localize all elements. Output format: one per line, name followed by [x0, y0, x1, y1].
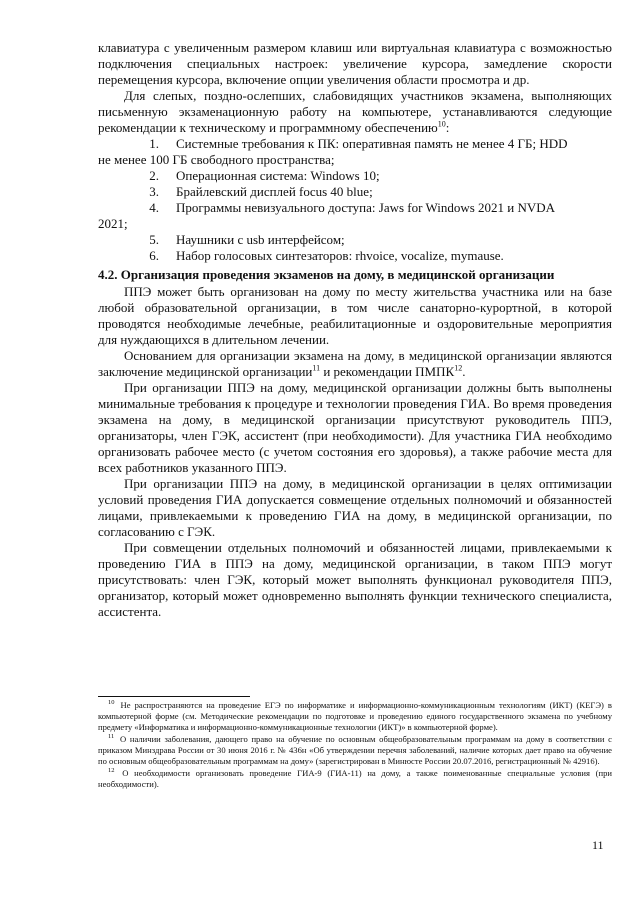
page-number: 11: [592, 838, 604, 852]
list-item-number: 6.: [149, 248, 159, 263]
footnote-ref-12: 12: [454, 363, 463, 373]
list-item-number: 2.: [149, 168, 159, 183]
section-heading: 4.2. Организация проведения экзаменов на дому, в медицинской организации: [98, 267, 555, 282]
list-item-number: 1.: [149, 136, 159, 151]
list-item-continuation: не менее 100 ГБ свободного пространства;: [98, 152, 335, 167]
list-item-text: Системные требования к ПК: оперативная память не менее 4 ГБ; HDD: [176, 136, 568, 151]
list-item: [98, 184, 612, 200]
footnote-mark: 10: [108, 699, 115, 707]
paragraph-blind-text: Для слепых, поздно-ослепших, слабовидящих участников экзамена, выполняющих письменную экзаменационную работу на компьютере, устанавливаются следующие рекомендации к техническому и программному обеспечению: [98, 88, 612, 135]
list-item-number: 5.: [149, 232, 159, 247]
footnote-12: [98, 768, 612, 790]
paragraph-ppe-location: ППЭ может быть организован на дому по месту жительства участника или на базе любой образовательной организации, в том числе санаторно-курортной, в которой проводятся необходимые лечебные, реабилитационные и оздоровительные мероприятия для нуждающихся в длительном лечении.: [98, 284, 612, 347]
list-item: [98, 168, 612, 184]
main-text: [98, 40, 612, 620]
footnote-11: [98, 734, 612, 767]
footnote-ref-11: 11: [312, 363, 321, 373]
paragraph-optimization: При организации ППЭ на дому, в медицинской организации в целях оптимизации условий проведения ГИА допускается совмещение отдельных полномочий и обязанностей лицами, привлекаемыми к проведению ГИА на дому, в медицинской организации, по согласованию с ГЭК.: [98, 476, 612, 539]
list-item-number: 4.: [149, 200, 159, 215]
paragraph-basis-text: Основанием для организации экзамена на дому, в медицинской организации являются заключение медицинской организации: [98, 348, 612, 379]
paragraph-blind-participants: [98, 88, 612, 136]
list-item: [98, 232, 612, 248]
paragraph-blind-end: :: [445, 120, 450, 135]
list-item: [98, 248, 612, 264]
list-item-text: Программы невизуального доступа: Jaws for Windows 2021 и NVDA: [176, 200, 556, 215]
paragraph-basis: [98, 348, 612, 380]
paragraph-combination: При совмещении отдельных полномочий и обязанностей лицами, привлекаемыми к проведению ГИА в ППЭ на дому, медицинской организации, в таком ППЭ могут присутствовать: член ГЭК, который может выполнять функционал руководителя ППЭ, организатор, который может одновременно выполнять функции технического специалиста, ассистента.: [98, 540, 612, 619]
footnote-divider: [98, 696, 250, 697]
list-item-number: 3.: [149, 184, 159, 199]
footnotes: [98, 700, 612, 791]
footnote-mark: 12: [108, 767, 115, 775]
paragraph-basis-end: .: [462, 364, 466, 379]
list-item-text: Набор голосовых синтезаторов: rhvoice, vocalize, mymause.: [176, 248, 504, 263]
list-item: [98, 200, 612, 216]
paragraph-requirements: При организации ППЭ на дому, медицинской организации должны быть выполнены минимальные требования к процедуре и технологии проведения ГИА. Во время проведения экзамена на дому, в медицинской организации присутствуют руководитель ППЭ, организаторы, член ГЭК, ассистент (при необходимости). Для участника ГИА необходимо организовать рабочее место (с учетом состояния его здоровья), а также рабочие места для всех работников указанного ППЭ.: [98, 380, 612, 475]
footnote-ref-10: 10: [437, 119, 446, 129]
footnote-10: [98, 700, 612, 733]
footnote-text: Не распространяются на проведение ЕГЭ по информатике и информационно-коммуникационным технологиям (ИКТ) (КЕГЭ) в компьютерной форме (см. Методические рекомендации по подготовке и проведению единого государственного экзамена по учебному предмету «Информатика и информационно-коммуникационные технологии (ИКТ)» в компьютерной форме).: [98, 700, 612, 732]
list-item: [98, 136, 612, 152]
list-item-text: Операционная система: Windows 10;: [176, 168, 380, 183]
list-item-continuation: 2021;: [98, 216, 128, 231]
paragraph-basis-text-b: и рекомендации ПМПК: [320, 364, 455, 379]
footnote-text: О наличии заболевания, дающего право на обучение по основным общеобразовательным программам на дому в соответствии с приказом Минздрава России от 30 июня 2016 г. № 436н «Об утверждении перечня заболеваний, наличие которых дает право на обучение по основным общеобразовательным программам на дому» (зарегистрирован в Минюсте России 20.07.2016, регистрационный № 42916).: [98, 734, 612, 766]
list-item-text: Брайлевский дисплей focus 40 blue;: [176, 184, 373, 199]
footnote-text: О необходимости организовать проведение ГИА-9 (ГИА-11) на дому, а также поименованные специальные условия (при необходимости).: [98, 768, 612, 789]
footnote-mark: 11: [108, 733, 115, 741]
list-item-text: Наушники с usb интерфейсом;: [176, 232, 345, 247]
paragraph-keyboard: клавиатура с увеличенным размером клавиш или виртуальная клавиатура с возможностью подключения специальных настроек: увеличение курсора, замедление скорости перемещения курсора, включение опции увеличения области просмотра и др.: [98, 40, 612, 87]
